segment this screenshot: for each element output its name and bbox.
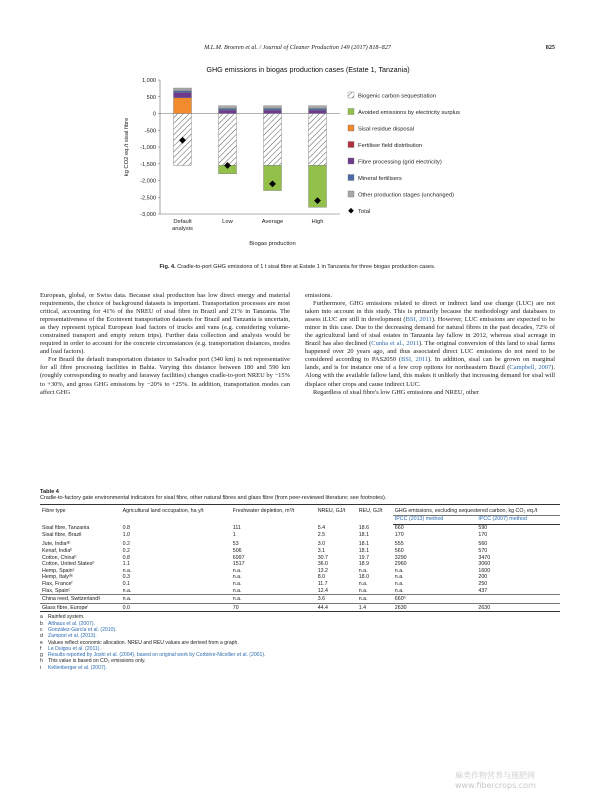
table-cell: 0.2 [122, 541, 131, 548]
table-cell: Kenaf, Indiaᵇ [42, 547, 73, 554]
table-cell: 555 [394, 541, 404, 548]
table-cell: 0.8 [122, 554, 131, 561]
table-cell: 3290 [394, 554, 407, 561]
table-cell: Jute, Indiaᵃᵇ [42, 541, 71, 548]
table-cell: 250 [478, 580, 488, 587]
legend-label: Biogenic carbon sequestration [358, 93, 436, 100]
table-row [40, 548, 560, 555]
table-cell: n.a. [394, 574, 404, 581]
table-cell: n.a. [232, 574, 242, 581]
table-cell: 200 [478, 574, 488, 581]
table-cell: n.a. [358, 567, 368, 574]
table-cell: Flax, Franceᶠ [42, 580, 73, 587]
table-cell [476, 595, 560, 604]
footnote-text: Le Duigou et al. (2011). [48, 645, 101, 652]
bar-segment [264, 108, 282, 110]
table-cell: 2.5 [317, 531, 326, 538]
legend-label: Sisal residue disposal [358, 126, 415, 133]
bar-segment [309, 108, 327, 110]
table-cell: 2630 [476, 603, 560, 612]
citation-link[interactable]: Campbell, 2007 [509, 364, 552, 372]
text-span: ). The original conversion of this land to sisal farms happened over 20 years ago, and thus associated direct LUC emissions do not need to be considered according to PAS2050 ( [305, 340, 555, 364]
footnote-marker: e [40, 639, 43, 646]
ghg-chart [118, 60, 498, 265]
table-cell: 560 [478, 541, 488, 548]
x-tick-label: High [311, 219, 324, 225]
table-cell: n.a. [121, 595, 231, 604]
table-cell: 19.7 [358, 554, 370, 561]
table-cell: 3470 [478, 554, 491, 561]
col-header: IPCC (2013) method [393, 515, 477, 525]
table-row [40, 568, 560, 575]
col-header: GHG emissions, excluding sequestered carbon, kg CO₂ eq./t [393, 505, 560, 516]
table-cell: 660ʰ [393, 595, 477, 604]
text-span: ). In addition, sisal can be grown on marginal lands, and is for instance one of a few crop options for northeastern Brazil ( [305, 356, 555, 372]
legend-label: Fertiliser field distribution [358, 143, 423, 149]
y-axis-label: kg CO2 eq./t sisal fibre [124, 117, 130, 177]
x-tick-label: analysis [172, 226, 193, 232]
y-tick-label: -500 [144, 128, 156, 135]
figure-4 [118, 60, 498, 265]
table-cell: n.a. [394, 580, 404, 587]
table-cell: 12.4 [317, 587, 328, 594]
table-cell: 1.4 [357, 603, 393, 612]
footnote-marker: c [40, 626, 43, 633]
table-cell: 0.0 [121, 603, 231, 612]
table-row [40, 541, 560, 548]
table-cell: 660 [394, 525, 404, 532]
right-column [305, 292, 555, 397]
table-cell: Flax, Spainᶜ [42, 587, 71, 594]
col-header: Freshwater depletion, m³/t [231, 505, 316, 525]
citation-link[interactable]: BSI, 2011 [400, 356, 429, 364]
text-span: Furthermore, GHG emissions related to direct or indirect land use change (LUC) are not taken into account in this study. This is primarily because the methodology and databases to assess iLUC are still in development ( [305, 300, 555, 324]
bar-segment [219, 108, 237, 110]
table-row [40, 588, 560, 595]
table-cell: 18.6 [358, 524, 370, 531]
table-cell: 8.0 [317, 574, 326, 581]
watermark: 麻类作物营养与施肥网 www.fibercrops.com [455, 771, 536, 790]
bar-segment [174, 91, 192, 93]
table-cell: 560 [394, 547, 404, 554]
text-span: ). Along with the available fallow land, this makes it unlikely that increasing demand for sisal will displace other crops and cause indirect LUC. [305, 364, 556, 388]
bar-segment [264, 106, 282, 109]
table-cell: n.a. [394, 587, 404, 594]
figure-caption-text: Cradle-to-port GHG emissions of 1 t sisal fibre at Estate 1 in Tanzania for three biogas production cases. [177, 264, 436, 270]
table-cell: 1.0 [122, 531, 131, 538]
table-cell: 570 [478, 547, 488, 554]
legend-swatch [348, 92, 354, 98]
table-cell: Cotton, Chinaᵇ [42, 554, 77, 561]
table-row [40, 532, 560, 539]
table-cell: Sisal fibre, Brazil [42, 531, 82, 538]
paragraph [305, 300, 555, 389]
paragraph: For Brazil the default transportation distance to Salvador port (340 km) is not representative for all fibre processing facilities in Bahia. Varying this distance between 180 and 590 km (roughly corresponding to nearby and faraway facilities) changes cradle-to-port NREU by −15% to +30%, and gross GHG emissions by −20% to +25%. In addition, transportation modes can affect GHG [40, 356, 290, 396]
col-header: NREU, GJ/t [316, 505, 357, 525]
text-span: ). However, LUC emissions are expected to be minor in this case. Due to the decreasing demand for natural fibres in the past decades, 72% of the agricultural land of sisal estates in Tanzania lay fallow in 2012, whereas sisal acreage in Brazil has also declined ( [305, 316, 555, 348]
table-row [40, 574, 560, 581]
bar-segment [264, 114, 282, 166]
table-row [40, 603, 560, 612]
table-cell: n.a. [122, 587, 132, 594]
table-cell: 18.1 [358, 541, 370, 548]
legend-label: Other production stages (unchanged) [358, 192, 455, 199]
footnote-marker: h [40, 658, 43, 665]
table-row [40, 595, 560, 604]
paragraph: emissions. [305, 292, 333, 299]
table-cell: 30.7 [317, 554, 328, 561]
footnote-text: Kellenberger et al. (2007). [48, 664, 107, 671]
table-row [40, 561, 560, 568]
table-cell: 44.4 [316, 603, 357, 612]
table-cell: n.a. [232, 567, 242, 574]
bar-segment [309, 110, 327, 113]
table-cell: 3.0 [317, 541, 326, 548]
bar-segment [174, 88, 192, 91]
col-header: REU, GJ/t [357, 505, 393, 525]
table-cell: 3.6 [316, 595, 357, 604]
table-cell: 506 [232, 547, 242, 554]
table-cell: n.a. [231, 595, 316, 604]
table-cell: 111 [232, 524, 241, 531]
table-cell: Hemp, Italyᵈᵉ [42, 574, 73, 581]
table-cell: 53 [232, 541, 239, 548]
table-cell: 6997 [232, 554, 245, 561]
table-cell: Cotton, United Statesᵇ [42, 561, 95, 568]
left-column [40, 292, 290, 397]
footnote-marker: a [40, 614, 43, 621]
table-cell: 0.2 [122, 547, 131, 554]
bar-segment [264, 110, 282, 113]
table-cell: n.a. [232, 580, 242, 587]
table-cell: 13.2 [317, 567, 328, 574]
table-cell: 11.7 [317, 580, 328, 587]
table-cell: n.a. [357, 595, 393, 604]
figure-caption [0, 264, 595, 270]
col-header: Agricultural land occupation, ha y/t [121, 505, 231, 525]
table-cell: 18.0 [358, 574, 370, 581]
y-tick-label: -1,500 [140, 161, 156, 168]
table-cell: n.a. [358, 580, 368, 587]
legend-swatch [348, 142, 354, 148]
footnote-text: Rainfed system. [48, 614, 85, 621]
table-cell: 170 [394, 531, 404, 538]
legend-swatch [348, 191, 354, 197]
footnote-text: González-García et al. (2010). [48, 626, 117, 633]
y-tick-label: -2,000 [140, 178, 156, 185]
table-cell: 590 [478, 525, 488, 532]
legend-label: Mineral fertilisers [358, 176, 402, 182]
table-row [40, 581, 560, 588]
table-title: Table 4 [40, 489, 59, 495]
table-cell: China reed, Switzerlandᵍ [40, 595, 121, 604]
footnote-text: Althaus et al. (2007). [48, 620, 96, 627]
citation-link[interactable]: BSI, 2011 [405, 316, 432, 324]
table-cell: 36.0 [317, 561, 328, 568]
table-cell: 70 [231, 603, 316, 612]
col-header: IPCC (2007) method [476, 515, 560, 525]
table-cell: 18.1 [358, 547, 370, 554]
footnote-marker: g [40, 652, 43, 659]
table-caption: Cradle-to-factory gate environmental indicators for sisal fibre, other natural fibres and glass fibre (from peer-reviewed literature; see footnotes). [40, 495, 387, 501]
footnote-text: Values reflect economic allocation. NREU and REU values are derived from a graph. [48, 639, 239, 646]
journal-citation: M.L.M. Broeren et al. / Journal of Cleaner Production 149 (2017) 818–827 [204, 44, 391, 51]
legend-swatch [348, 109, 354, 115]
table-cell: 0.1 [122, 580, 131, 587]
x-tick-label: Average [261, 219, 284, 225]
legend-swatch [348, 208, 354, 214]
y-tick-label: 1,000 [142, 78, 156, 84]
figure-label: Fig. 4. [159, 264, 176, 270]
legend-swatch [348, 125, 354, 131]
table-cell: n.a. [394, 567, 404, 574]
y-tick-label: -1,000 [140, 145, 156, 151]
bar-segment [174, 92, 192, 97]
table-row [40, 525, 560, 532]
footnote-text: Results reported by Joshi et al. (2004), based on original work by Corbière-Nicollier et al. (2001). [48, 652, 266, 659]
footnote-marker: f [40, 645, 42, 652]
legend-swatch [348, 175, 354, 181]
table-cell: 170 [478, 531, 488, 538]
legend-label: Total [358, 209, 371, 215]
indicators-table [40, 504, 560, 612]
table-cell: 5.4 [317, 524, 326, 531]
y-tick-label: 0 [152, 111, 156, 118]
bar-segment [219, 106, 237, 109]
table-cell: 3060 [478, 561, 491, 568]
y-tick-label: 500 [146, 94, 156, 101]
table-cell: n.a. [358, 587, 368, 594]
col-header: Fibre type [40, 505, 121, 525]
table-footnotes [40, 614, 560, 671]
table-cell: 1517 [232, 561, 245, 568]
footnote [40, 665, 560, 671]
table-row [40, 555, 560, 562]
table-cell: Sisal fibre, Tanzania [42, 524, 90, 531]
table-cell: n.a. [122, 567, 132, 574]
page-number: 825 [545, 44, 555, 51]
footnote-text: Zampori et al. (2013). [48, 633, 97, 640]
bar-segment [309, 114, 327, 166]
table-cell: 3.1 [317, 547, 326, 554]
chart-title: GHG emissions in biogas production cases (Estate 1, Tanzania) [206, 65, 410, 74]
y-tick-label: -2,500 [140, 195, 156, 202]
x-axis-label: Biogas production [249, 241, 296, 247]
table-cell: 2630 [393, 603, 477, 612]
table-cell: Hemp, Spainᶜ [42, 567, 75, 574]
bar-segment [309, 106, 327, 109]
table-cell: 437 [478, 587, 488, 594]
footnote-marker: b [40, 620, 43, 627]
x-tick-label: Default [173, 219, 192, 225]
paragraph: Regardless of sisal fibre's low GHG emissions and NREU, other [313, 388, 480, 396]
table-cell: Glass fibre, Europeⁱ [40, 603, 121, 612]
legend-label: Fibre processing (grid electricity) [358, 159, 442, 166]
table-cell: 1 [232, 531, 236, 538]
table-cell: 1600 [478, 567, 491, 574]
bar-segment [174, 98, 192, 114]
table-cell: 18.1 [358, 531, 370, 538]
table-4 [40, 489, 560, 671]
table-cell: 0.8 [122, 524, 131, 531]
legend-swatch [348, 158, 354, 164]
citation-link[interactable]: Cunha et al., 2011 [371, 340, 419, 348]
table-cell: 18.9 [358, 561, 370, 568]
legend-label: Avoided emissions by electricity surplus [358, 110, 461, 116]
footnote-marker: d [40, 633, 43, 640]
y-tick-label: -3,000 [140, 212, 156, 218]
footnote-marker: i [40, 664, 42, 671]
bar-segment [219, 110, 237, 113]
table-cell: 0.3 [122, 574, 131, 581]
x-tick-label: Low [222, 219, 233, 225]
paragraph: European, global, or Swiss data. Because sisal production has low direct energy and material requirements, the choice of background datasets is important. Transportation processes are most critical, accounting for 41% of the NREU of sisal fibre in Brazil and 21% in Tanzania. The representativeness of the Ecoinvent transportation datasets for Brazil and Tanzania is uncertain, as they represent typical European load factors of trucks and vans (e.g. considering volume-constrained transport and empty return trips). Further data collection and analysis would be required in order to account for the concrete circumstances (e.g. transportation distances, modes and load factors). [40, 292, 290, 356]
bar-segment [219, 114, 237, 166]
table-cell: n.a. [232, 587, 242, 594]
footnote-text: This value is based on CO₂ emissions only. [48, 658, 146, 665]
running-header [40, 44, 555, 56]
table-cell: 1.1 [122, 561, 131, 568]
table-cell: 2960 [394, 561, 407, 568]
